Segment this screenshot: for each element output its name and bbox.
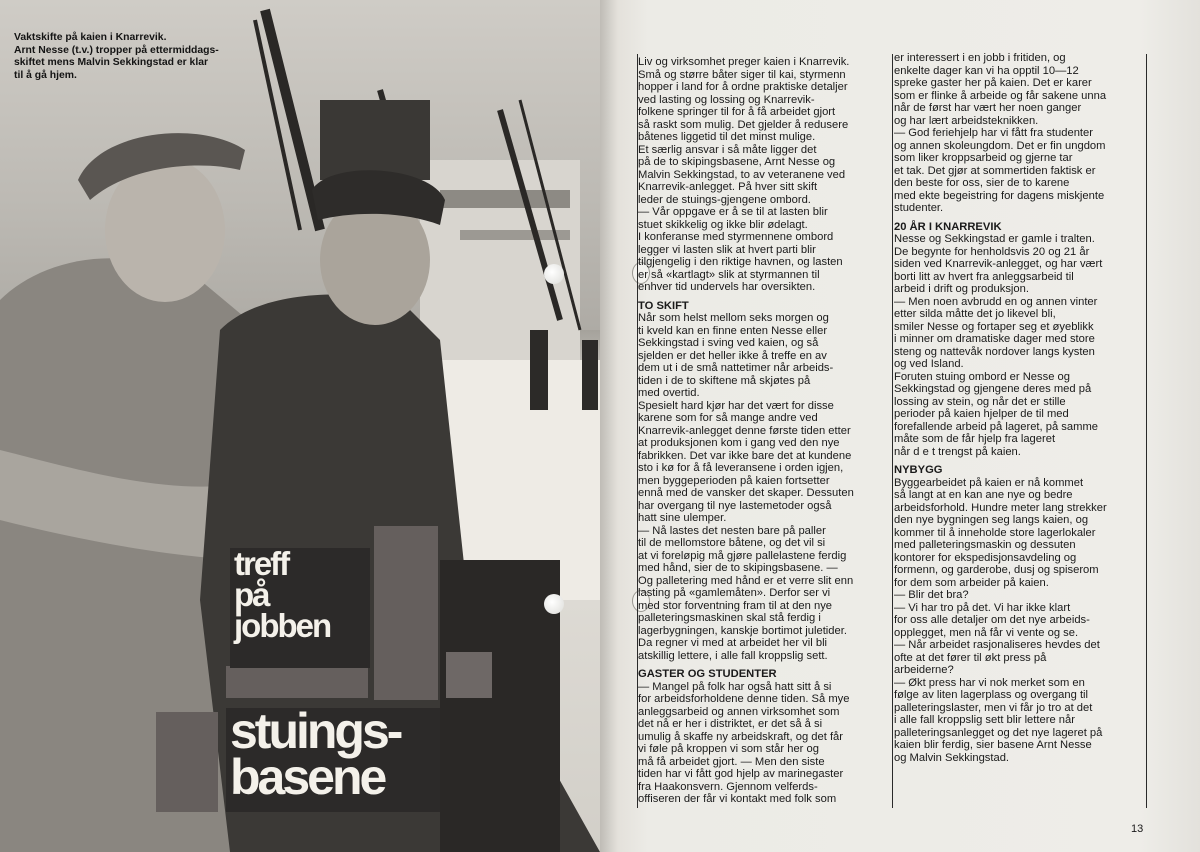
text-line: tiden har vi fått god hjelp av marinegaster [638,768,844,780]
caption-line: skiftet mens Malvin Sekkingstad er klar [14,57,209,69]
text-line: for arbeidsforholdene denne tiden. Så mye [638,693,850,705]
text-line: har overgang til nye lastemetoder også [638,499,832,512]
text-line: er så «kartlagt» slik at styrmannen til [638,268,820,281]
text-line: fra Haakonsvern. Gjennom velferds- [638,780,818,793]
text-line: palleteringsanlegget og det nye lageret på [894,726,1103,739]
title-block-small [446,652,492,698]
text-line: at produksjonen kom i gang ved den nye [638,437,840,449]
text-line: i alle fall kroppslig sett blir lettere når [894,714,1075,726]
text-line: ved lasting og lossing og Knarrevik- [638,93,815,106]
text-line: er interessert i en jobb i fritiden, og [894,52,1066,64]
title-block-bar [226,666,368,698]
text-line: Spesielt hard kjør har det vært for disse [638,399,834,412]
text-line: enhver tid undervels har oversikten. [638,281,816,293]
text-line: Sekkingstad i sving ved kaien, og så [638,337,819,349]
text-line: sto i kø for å få leveransene i orden igjen, [638,462,844,474]
section-heading: GASTER OG STUDENTER [638,668,777,680]
text-line: må få arbeidet gjort. — Men den siste [638,755,825,768]
text-line: så raskt som mulig. Det gjelder å redusere [638,118,849,131]
binding-hole [544,264,564,284]
title-line: på [234,576,269,613]
text-line: — Økt press har vi nok merket som en [894,676,1085,689]
text-line: og har lært arbeidsteknikken. [894,114,1039,127]
text-line: og Malvin Sekkingstad. [894,751,1010,764]
text-line: følge av liten lagerplass og overgang til [894,689,1089,701]
binding-hole [544,594,564,614]
text-line: den beste for oss, sier de to karene [894,177,1070,189]
text-line: til de mellomstore båtene, og det vil si [638,537,826,549]
page-number: 13 [1131,823,1144,835]
text-line: formenn, og garderobe, dusj og spiserom [894,564,1099,576]
text-line: med overtid. [638,387,700,399]
title-block-tall [374,526,438,700]
text-line: med hånd, sier de to skipingsbasene. — [638,562,838,574]
title-line: basene [230,749,385,805]
text-line: borti litt av hvert fra anleggsarbeid til [894,270,1074,283]
text-line: — Vår oppgave er å se til at lasten blir [638,206,828,218]
text-line: når de først har vært her noen ganger [894,102,1082,114]
text-line: at vi foreløpig må gjøre pallelastene ferdig [638,549,847,562]
text-line: for oss alle detaljer om det nye arbeids- [894,614,1090,626]
text-line: I konferanse med styrmennene ombord [638,231,834,243]
text-line: lossing av stein, og når det er stille [894,395,1066,408]
text-line: Da regner vi med at arbeidet her vil bli [638,637,828,649]
section-heading: 20 ÅR I KNARREVIK [894,220,1002,233]
text-line: — Nå lastes det nesten bare på paller [638,524,826,537]
text-line: Et særlig ansvar i så måte ligger det [638,143,817,156]
text-line: ofte at det fører til økt press på [894,651,1047,664]
section-heading: NYBYGG [894,464,943,476]
text-line: hatt sine ulemper. [638,512,727,524]
title-line: stuings- [230,703,401,759]
text-line: arbeiderne? [894,664,954,676]
caption-line: Arnt Nesse (t.v.) tropper på ettermiddags- [14,44,219,56]
text-line: — God feriehjelp har vi fått fra studenter [894,127,1093,139]
article-column-2 [894,52,1150,764]
text-line: leder de stuings-gjengene ombord. [638,193,811,206]
text-line: måte som de får hjelp fra lageret [894,433,1056,445]
text-line: så langt at en kan ane nye og bedre [894,489,1073,501]
text-line: og ved Island. [894,358,964,370]
text-line: tiden i de to skiftene må skjøtes på [638,374,811,387]
text-line: Knarrevik-anlegget denne første tiden etter [638,424,851,437]
text-line: lagerbygningen, kanskje bortimot juletider. [638,624,847,637]
text-line: Små og større båter siger til kai, styrmenn [638,68,846,81]
text-line: enkelte dager kan vi ha opptil 10—12 [894,64,1079,77]
text-line: Sekkingstad og gjengene deres med på [894,383,1092,395]
text-line: båtenes liggetid til det minst mulige. [638,131,816,143]
text-line: Når som helst mellom seks morgen og [638,312,829,324]
title-block-left [156,712,218,812]
text-line: siden ved Knarrevik-anlegget, og har vært [894,258,1103,270]
text-line: smiler Nesse og fortaper seg et øyeblikk [894,320,1094,333]
text-line: Knarrevik-anlegget. På hver sitt skift [638,181,818,193]
text-line: etter silda måtte det jo likevel bli, [894,308,1056,320]
text-line: karene som for så mange andre ved [638,412,818,424]
text-line: men byggeperioden på kaien fortsetter [638,474,830,487]
text-line: arbeid i drift og produksjon. [894,283,1029,295]
text-line: offiseren der får vi kontakt med folk som [638,793,837,805]
text-line: Byggearbeidet på kaien er nå kommet [894,476,1084,489]
text-line: Nesse og Sekkingstad er gamle i tralten. [894,233,1095,245]
text-line: sjelden er det heller ikke å treffe en av [638,349,827,362]
article-column-1 [638,56,894,806]
text-line: kaien blir ferdig, sier basene Arnt Nesse [894,739,1092,751]
text-line: forefallende arbeid på lageret, på samme [894,420,1098,433]
text-line: kommer til å inneholde store lagerlokaler [894,526,1096,539]
text-line: ti kveld kan en finne enten Nesse eller [638,324,828,337]
text-line: det nå er her i distriktet, er det så å si [638,718,823,730]
caption-line: Vaktskifte på kaien i Knarrevik. [14,32,167,43]
text-line: — Mangel på folk har også hatt sitt å si [638,680,832,693]
text-line: et tak. Det gjør at sommertiden faktisk er [894,164,1096,177]
text-line: spreke gaster her på kaien. Det er karer [894,77,1092,89]
text-line: hopper i land for å ordne praktiske detaljer [638,81,848,93]
text-line: opplegget, men nå får vi vente og se. [894,626,1079,639]
text-line: på de to skipingsbasene, Arnt Nesse og [638,156,836,168]
text-line: for dem som arbeider på kaien. [894,576,1049,589]
text-line: lasting på «gamlemåten». Derfor ser vi [638,587,831,599]
text-line: anleggsarbeid og annen virksomhet som [638,705,840,718]
photo-caption [14,32,272,82]
text-line: Liv og virksomhet preger kaien i Knarrevik. [638,56,850,68]
text-line: Foruten stuing ombord er Nesse og [894,370,1070,383]
text-line: — Når arbeidet rasjonaliseres hevdes det [894,639,1100,651]
text-line: med ekte begeistring for dagens miskjente [894,189,1105,202]
text-line: Malvin Sekkingstad, to av veteranene ved [638,168,846,181]
text-line: legger vi lasten slik at hvert parti blir [638,243,816,256]
text-line: den nye bygningen seg langs kaien, og [894,514,1089,526]
title-treff-pa-jobben [230,545,370,668]
text-line: umulig å skaffe ny arbeidskraft, og det får [638,730,844,743]
text-line: folkene springer til for å få arbeidet gjort [638,106,836,118]
text-line: stuet skikkelig og ikke blir ødelagt. [638,218,808,231]
text-line: som er flinke å arbeide og får sakene unna [894,89,1107,102]
text-line: med palleteringsmaskin og dessuten [894,539,1076,551]
text-line: tilgjengelig i den riktige havnen, og lasten [638,256,843,268]
title-line: treff [234,545,289,582]
text-line: palleteringslaster, men vi får jo tro at det [894,701,1093,714]
text-line: som liker kroppsarbeid og gjerne tar [894,152,1073,164]
text-line: med stor forventning fram til at den nye [638,599,833,612]
text-line: dem ut i de små nattetimer når arbeids- [638,362,834,374]
text-line: steng og nattevåk nordover langs kysten [894,345,1095,358]
caption-line: til å gå hjem. [14,69,77,81]
title-line: jobben [234,607,331,644]
text-line: — Men noen avbrudd en og annen vinter [894,295,1098,308]
text-line: og annen skoleungdom. Det er fin ungdom [894,139,1106,152]
text-line: vi føle på kroppen vi som står her og [638,743,819,755]
text-line: Og palletering med hånd er et verre slit enn [638,574,854,587]
text-line: studenter. [894,202,944,214]
text-line: fabrikken. Det var ikke bare det at kundene [638,449,852,462]
text-line: — Vi har tro på det. Vi har ikke klart [894,601,1071,614]
text-line: — Blir det bra? [894,589,969,601]
text-line: palleteringsmaskinen skal stå ferdig i [638,612,821,624]
text-line: De begynte for henholdsvis 20 og 21 år [894,245,1090,258]
text-line: arbeidsforhold. Hundre meter lang strekker [894,501,1107,514]
text-line: i minner om dramatiske dager med store [894,333,1095,345]
section-heading: TO SKIFT [638,299,689,312]
text-line: atskillig lettere, i alle fall kroppslig sett. [638,649,828,662]
text-line: ennå med de vansker det skaper. Dessuten [638,487,854,499]
text-line: når d e t trengst på kaien. [894,445,1021,458]
text-line: perioder på kaien hjelper de til med [894,408,1069,420]
title-stuingsbasene [226,703,440,812]
text-line: kontorer for ekspedisjonsavdeling og [894,551,1077,564]
